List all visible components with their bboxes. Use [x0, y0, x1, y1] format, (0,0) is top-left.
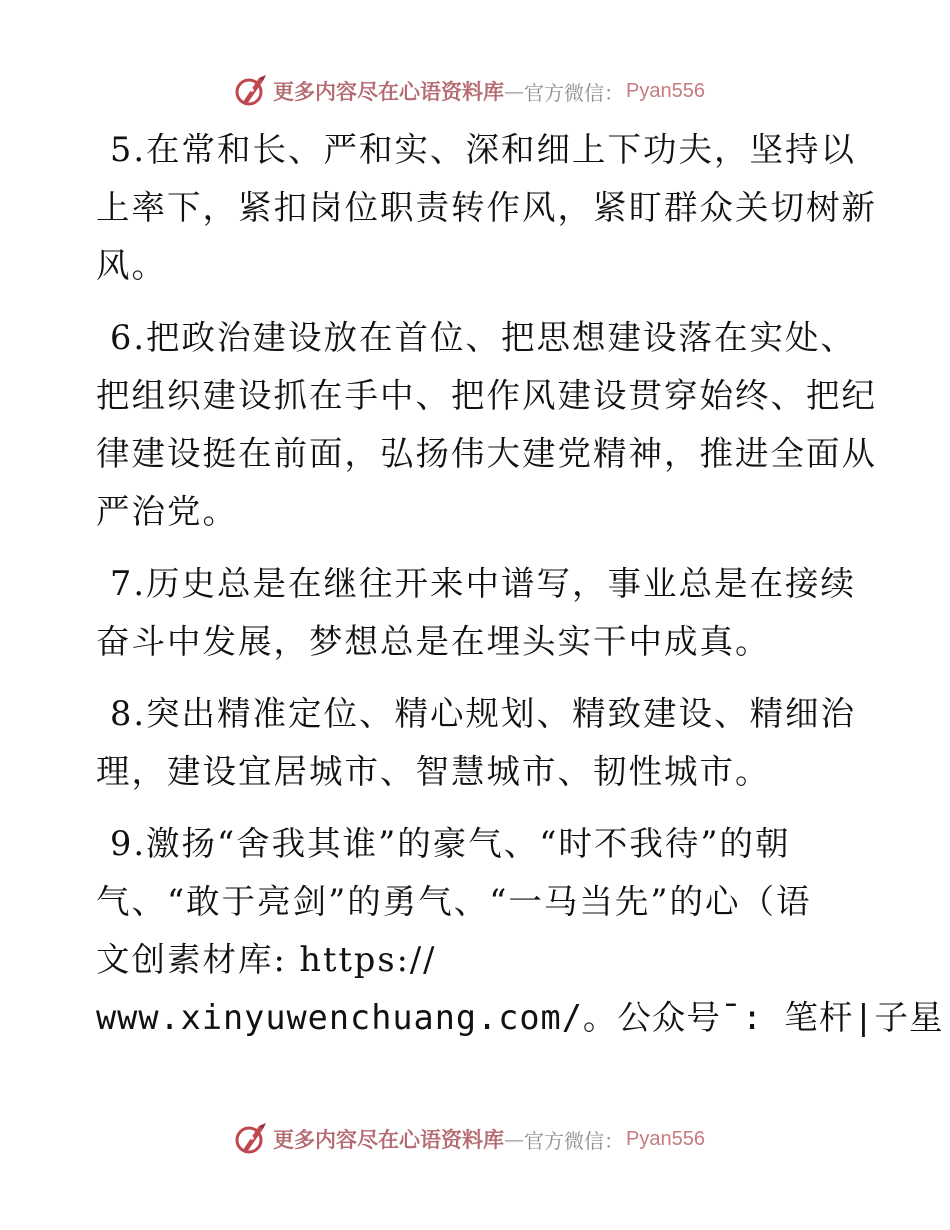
header-wechat-label: 官方微信： [524, 80, 624, 105]
paragraph-line: 8.突出精准定位、精心规划、精致建设、精细治 [110, 694, 856, 733]
paragraph-6 [96, 309, 877, 541]
footer-watermark-banner [233, 1119, 705, 1159]
paragraph-line: 把组织建设抓在手中、把作风建设贯穿始终、把纪 [96, 376, 877, 415]
paragraph-line: 风。 [96, 246, 167, 285]
footer-wechat-id: Pyan556 [626, 1127, 705, 1150]
paragraph-line: 奋斗中发展，梦想总是在埋头实干中成真。 [96, 622, 771, 661]
footer-wechat-label: 官方微信： [524, 1128, 624, 1153]
pen-nib-circle-logo-icon [233, 1121, 269, 1157]
paragraph-line: 理，建设宜居城市、智慧城市、韧性城市。 [96, 752, 771, 791]
paragraph-line: 气、“敢于亮剑”的勇气、“一马当先”的心（语 [96, 882, 812, 921]
document-body [96, 121, 944, 1061]
paragraph-8 [96, 685, 856, 801]
pen-nib-circle-logo-icon [233, 73, 269, 109]
header-banner-text: 更多内容尽在心语资料库 [273, 79, 504, 104]
paragraph-line: 律建设挺在前面，弘扬伟大建党精神，推进全面从 [96, 434, 877, 473]
paragraph-7 [96, 555, 856, 671]
paragraph-line: 6.把政治建设放在首位、把思想建设落在实处、 [110, 318, 856, 357]
paragraph-line: 上率下，紧扣岗位职责转作风，紧盯群众关切树新 [96, 188, 877, 227]
paragraph-line: 严治党。 [96, 492, 238, 531]
paragraph-line: 7.历史总是在继往开来中谱写，事业总是在接续 [110, 564, 856, 603]
paragraph-line: 9.激扬“舍我其谁”的豪气、“时不我待”的朝 [110, 824, 791, 863]
paragraph-line: 文创素材库: https:// [96, 940, 437, 979]
header-watermark-banner [233, 71, 705, 111]
paragraph-line: www.xinyuwenchuang.com/。公众号¯: 笔杆|子星 [96, 998, 944, 1037]
footer-banner-text: 更多内容尽在心语资料库 [273, 1127, 504, 1152]
paragraph-5 [96, 121, 877, 295]
paragraph-9 [96, 815, 944, 1047]
footer-banner-separator: — [504, 1127, 524, 1151]
header-wechat-id: Pyan556 [626, 79, 705, 102]
paragraph-line: 5.在常和长、严和实、深和细上下功夫，坚持以 [110, 130, 856, 169]
header-banner-separator: — [504, 79, 524, 103]
